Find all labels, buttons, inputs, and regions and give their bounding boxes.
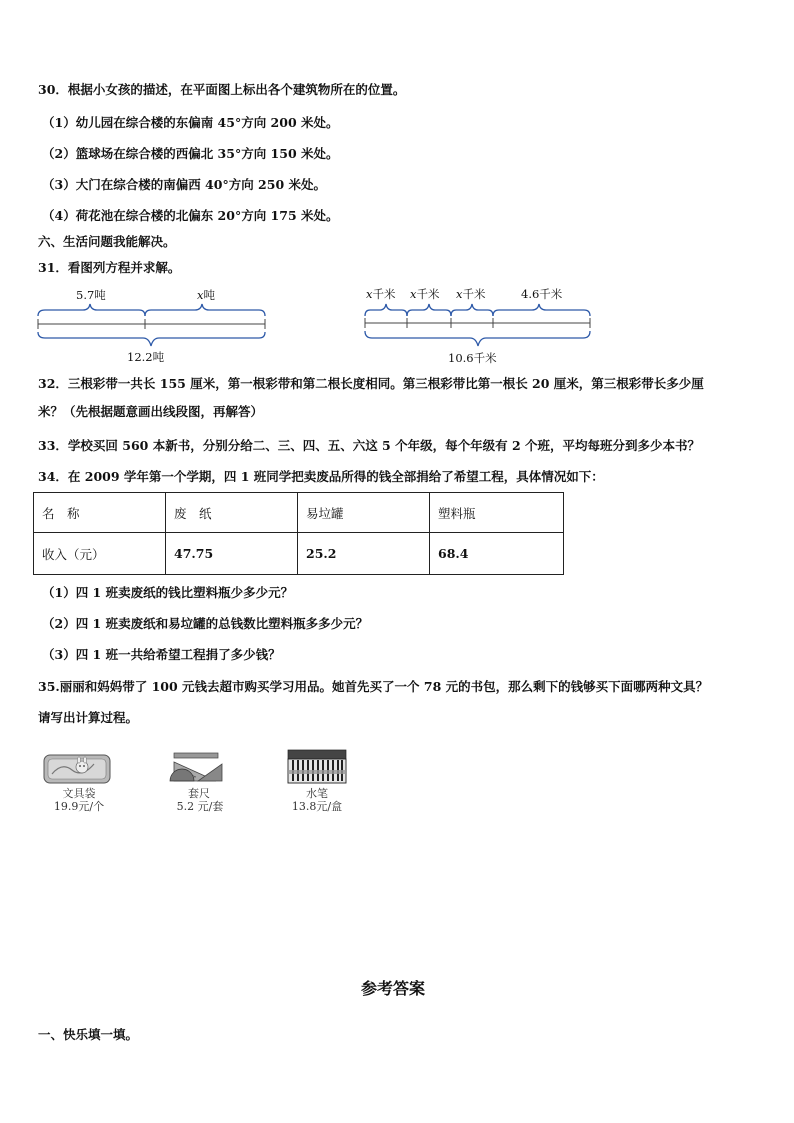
diagram2-label-2: x千米 <box>410 287 440 301</box>
diagram1-total-label: 12.2吨 <box>127 350 165 364</box>
table-header-row <box>34 493 564 533</box>
q34-item-3: （3）四 1 班一共给希望工程捐了多少钱？ <box>42 647 281 662</box>
q32-line-1: 32．三根彩带一共长 155 厘米，第一根彩带和第二根长度相同。第三根彩带比第一根长 20 厘米，第三根彩带长多少厘 <box>38 376 704 391</box>
q30-item-4: （4）荷花池在综合楼的北偏东 20°方向 175 米处。 <box>42 208 339 223</box>
table-header-cell: 名 称 <box>34 493 166 533</box>
table-cell: 25.2 <box>298 533 430 575</box>
product-name: 套尺 <box>188 787 210 800</box>
product-price: 13.8元/盒 <box>291 800 343 813</box>
diagram1-part-a-label: 5.7吨 <box>76 288 106 302</box>
diagram2-label-3: x千米 <box>456 287 486 301</box>
pencil-case-icon <box>42 752 112 784</box>
q32-line-2: 米？（先根据题意画出线段图，再解答） <box>38 404 264 419</box>
diagram2-label-4: 4.6千米 <box>521 287 563 301</box>
table-header-cell: 塑料瓶 <box>430 493 564 533</box>
q30-item-1: （1）幼儿园在综合楼的东偏南 45°方向 200 米处。 <box>42 115 339 130</box>
q30-item-3: （3）大门在综合楼的南偏西 40°方向 250 米处。 <box>42 177 326 192</box>
product-name: 水笔 <box>306 787 328 800</box>
diagram1-segment <box>35 302 275 352</box>
table-cell: 68.4 <box>430 533 564 575</box>
ruler-set-icon <box>168 750 228 784</box>
diagram2-total-label: 10.6千米 <box>448 351 497 365</box>
income-table <box>33 492 564 575</box>
q30-item-2: （2）篮球场在综合楼的西偏北 35°方向 150 米处。 <box>42 146 339 161</box>
diagram1-part-b-label: x吨 <box>197 288 215 302</box>
table-header-cell: 废 纸 <box>166 493 298 533</box>
section-heading: 六、生活问题我能解决。 <box>38 234 176 249</box>
pen-box-icon <box>286 748 348 784</box>
q34-item-2: （2）四 1 班卖废纸和易垃罐的总钱数比塑料瓶多多少元？ <box>42 616 369 631</box>
q31-stem: 31．看图列方程并求解。 <box>38 260 181 275</box>
q35-line-1: 35.丽丽和妈妈带了 100 元钱去超市购买学习用品。她首先买了一个 78 元的书包，那么剩下的钱够买下面哪两种文具？ <box>38 679 709 694</box>
diagram2-segment <box>362 300 602 350</box>
table-cell: 收入（元） <box>34 533 166 575</box>
q33-text: 33．学校买回 560 本新书，分别分给二、三、四、五、六这 5 个年级，每个年级有 2 个班，平均每班分到多少本书？ <box>38 438 700 453</box>
answer-title: 参考答案 <box>361 979 426 998</box>
product-price: 5.2 元/套 <box>176 800 224 813</box>
q34-stem: 34．在 2009 学年第一个学期，四 1 班同学把卖废品所得的钱全部捐给了希望工程，具体情况如下： <box>38 469 604 484</box>
diagram2-label-1: x千米 <box>366 287 396 301</box>
product-price: 19.9元/个 <box>53 800 105 813</box>
table-header-cell: 易垃罐 <box>298 493 430 533</box>
q30-stem: 30．根据小女孩的描述，在平面图上标出各个建筑物所在的位置。 <box>38 82 406 97</box>
answer-section-heading: 一、快乐填一填。 <box>38 1027 139 1042</box>
q34-item-1: （1）四 1 班卖废纸的钱比塑料瓶少多少元？ <box>42 585 294 600</box>
table-row <box>34 533 564 575</box>
table-cell: 47.75 <box>166 533 298 575</box>
q35-line-2: 请写出计算过程。 <box>38 710 139 725</box>
product-name: 文具袋 <box>62 787 96 800</box>
